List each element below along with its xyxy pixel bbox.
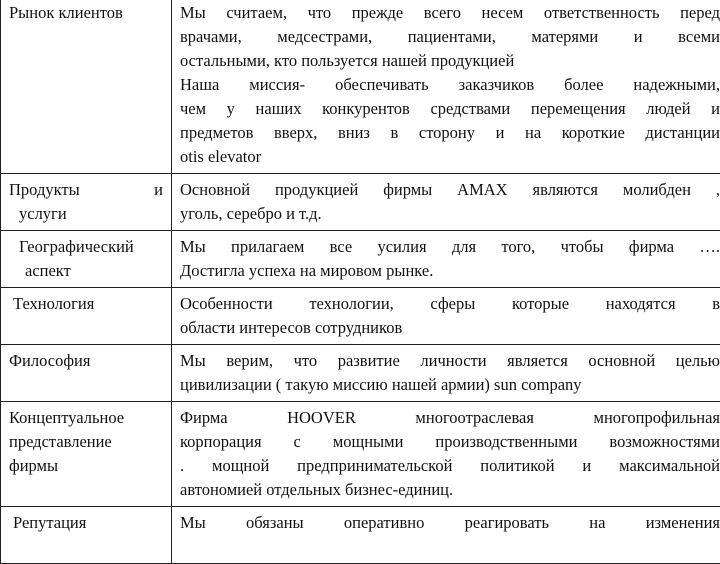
content-line: Мы обязаны оперативно реагировать на изменения <box>180 511 720 535</box>
table-row <box>1 231 720 288</box>
row-label: аспект <box>9 259 163 283</box>
row-label: Географический <box>9 235 163 259</box>
content-line: остальными, кто пользуется нашей продукцией <box>180 49 720 73</box>
row-label: Рынок клиентов <box>9 1 163 25</box>
content-line: цивилизации ( такую миссию нашей армии) sun company <box>180 373 720 397</box>
content-line: Фирма HOOVER многоотраслевая многопрофильная <box>180 406 720 430</box>
content-line: чем у наших конкурентов средствами перемещения людей и <box>180 97 720 121</box>
content-line: корпорация с мощными производственными возможностями <box>180 430 720 454</box>
content-line: уголь, серебро и т.д. <box>180 202 720 226</box>
row-label-cell <box>1 174 172 231</box>
row-content-cell <box>172 345 720 402</box>
table-row <box>1 288 720 345</box>
row-content-cell <box>172 402 720 507</box>
content-line: . мощной предпринимательской политикой и максимальной <box>180 454 720 478</box>
content-line: Мы верим, что развитие личности является основной целью <box>180 349 720 373</box>
row-label: Концептуальное <box>9 406 163 430</box>
row-label-cell <box>1 345 172 402</box>
row-content-cell <box>172 0 720 174</box>
table-row <box>1 0 720 174</box>
row-label: Репутация <box>9 511 163 535</box>
row-content-cell <box>172 288 720 345</box>
row-label-cell <box>1 231 172 288</box>
row-label: фирмы <box>9 454 163 478</box>
row-label-cell <box>1 0 172 174</box>
table-row <box>1 174 720 231</box>
row-content-cell <box>172 174 720 231</box>
content-line: предметов вверх, вниз в сторону и на короткие дистанции <box>180 121 720 145</box>
content-line-filler <box>180 535 720 559</box>
row-content-cell <box>172 507 720 564</box>
row-label: Технология <box>9 292 163 316</box>
row-label-cell <box>1 402 172 507</box>
content-line: Мы считаем, что прежде всего несем ответственность перед <box>180 1 720 25</box>
row-label: Философия <box>9 349 163 373</box>
content-line: Основной продукцией фирмы АМАХ являются молибден , <box>180 178 720 202</box>
row-label: представление <box>9 430 163 454</box>
content-line: Наша миссия- обеспечивать заказчиков более надежными, <box>180 73 720 97</box>
table-row <box>1 345 720 402</box>
content-line: врачами, медсестрами, пациентами, матерями и всеми <box>180 25 720 49</box>
row-content-cell <box>172 231 720 288</box>
table-row <box>1 507 720 564</box>
content-line: otis elevator <box>180 145 720 169</box>
content-line: Особенности технологии, сферы которые находятся в <box>180 292 720 316</box>
content-line: автономией отдельных бизнес-единиц. <box>180 478 720 502</box>
content-line: Достигла успеха на мировом рынке. <box>180 259 720 283</box>
content-line: области интересов сотрудников <box>180 316 720 340</box>
row-label: услуги <box>9 202 163 226</box>
table-row <box>1 402 720 507</box>
row-label: Продукты и <box>9 178 163 202</box>
content-line: Мы прилагаем все усилия для того, чтобы фирма …. <box>180 235 720 259</box>
row-label-cell <box>1 288 172 345</box>
row-label-cell <box>1 507 172 564</box>
